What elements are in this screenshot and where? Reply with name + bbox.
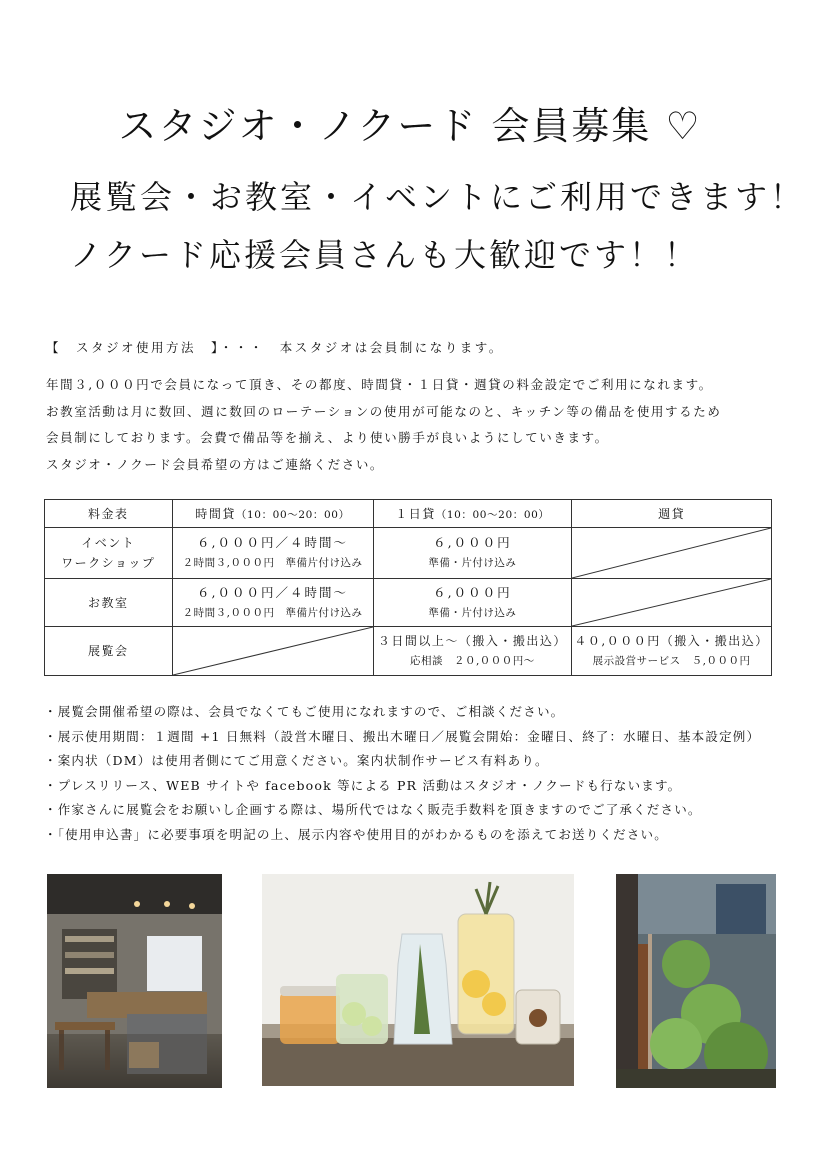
herb-jars-illustration: [262, 874, 574, 1086]
note-item: ・作家さんに展覧会をお願いし企画する際は、場所代ではなく販売手数料を頂きますのでご了承ください。: [44, 802, 702, 817]
price-table-header-row: [45, 500, 772, 528]
subtitle-line-2: ノクード応援会員さんも大歓迎です！！: [70, 236, 700, 274]
daily-note: 準備・片付け込み: [428, 557, 517, 569]
daily-price: ６,０００円: [433, 584, 512, 600]
herb-jars-photo: [262, 874, 574, 1086]
note-item: ・展示使用期間：１週間 +1 日無料（設営木曜日、搬出木曜日／展覧会開始：金曜日、終了：水曜日、基本設定例）: [44, 728, 761, 744]
daily-cell: [373, 528, 572, 579]
daily-price: ６,０００円: [433, 535, 512, 550]
intro-line: 年間３,０００円で会員になって頂き、その都度、時間貸・１日貸・週貸の料金設定でご利用になれます。: [46, 377, 713, 392]
header-hourly: [172, 500, 373, 528]
intro-line: お教室活動は月に数回、週に数回のローテーションの使用が可能なのと、キッチン等の備品を使用するため: [46, 403, 722, 419]
daily-note: 応相談 ２０,０００円～: [409, 655, 535, 667]
row-label: [45, 627, 173, 676]
intro-line: 会員制にしております。会費で備品等を揃え、より使い勝手が良いようにしていきます。: [46, 430, 609, 445]
intro-text: [46, 372, 721, 478]
daily-cell: [373, 579, 572, 627]
header-weekly-label: 週貸: [658, 507, 686, 521]
subtitle-line-1: 展覧会・お教室・イベントにご利用できます！: [70, 178, 806, 216]
table-row: [45, 579, 772, 627]
weekly-note: 展示設営サービス ５,０００円: [592, 655, 751, 667]
row-label-line: 展覧会: [88, 644, 129, 658]
header-category: [45, 500, 173, 528]
table-row: [45, 528, 772, 579]
row-label: [45, 579, 173, 627]
hourly-price: ６,０００円／４時間～: [197, 535, 349, 550]
header-hourly-note: （10：00～20：00）: [235, 509, 350, 521]
header-hourly-label: 時間貸: [195, 507, 236, 521]
note-item: ・案内状（DM）は使用者側にてご用意ください。案内状制作サービス有料あり。: [44, 753, 549, 768]
row-label-line: ワークショップ: [61, 556, 156, 570]
hourly-note: ２時間３,０００円 準備片付け込み: [182, 557, 363, 569]
hourly-cell: [172, 579, 373, 627]
diagonal-slash: [572, 579, 771, 626]
daily-cell: [373, 627, 572, 676]
header-weekly: [572, 500, 772, 528]
daily-price: ３日間以上～（搬入・搬出込）: [377, 634, 567, 648]
weekly-price: ４０,０００円（搬入・搬出込）: [574, 634, 769, 648]
studio-interior-photo: [47, 874, 222, 1088]
weekly-cell-empty: [572, 528, 772, 579]
plants-railing-illustration: [616, 874, 776, 1088]
header-category-label: 料金表: [88, 507, 129, 521]
price-table: [44, 499, 772, 676]
studio-interior-illustration: [47, 874, 222, 1088]
header-daily: [373, 500, 572, 528]
usage-heading: 【 スタジオ使用方法 】・・・ 本スタジオは会員制になります。: [46, 340, 504, 355]
page-title: スタジオ・ノクード 会員募集 ♡: [118, 104, 702, 149]
weekly-cell: [572, 627, 772, 676]
hourly-price: ６,０００円／４時間～: [197, 584, 349, 600]
daily-note: 準備・片付け込み: [428, 606, 517, 619]
plants-railing-photo: [616, 874, 776, 1088]
hourly-cell: [172, 528, 373, 579]
table-row: [45, 627, 772, 676]
hourly-cell-empty: [172, 627, 373, 676]
diagonal-slash: [173, 627, 373, 675]
header-daily-note: （10：00～20：00）: [435, 509, 550, 521]
diagonal-slash: [572, 528, 771, 578]
row-label-line: お教室: [88, 595, 129, 610]
notes-list: [44, 700, 760, 847]
weekly-cell-empty: [572, 579, 772, 627]
header-daily-label: １日貸: [395, 507, 436, 521]
note-item: ・プレスリリース、WEB サイトや facebook 等による PR 活動はスタジオ・ノクードも行ないます。: [44, 777, 682, 793]
hourly-note: ２時間３,０００円 準備片付け込み: [182, 606, 363, 619]
intro-line: スタジオ・ノクード会員希望の方はご連絡ください。: [46, 456, 385, 472]
row-label-line: イベント: [81, 536, 136, 550]
row-label: [45, 528, 173, 579]
note-item: ・「使用申込書」に必要事項を明記の上、展示内容や使用目的がわかるものを添えてお送りください。: [44, 826, 668, 842]
note-item: ・展覧会開催希望の際は、会員でなくてもご使用になれますので、ご相談ください。: [44, 704, 565, 719]
